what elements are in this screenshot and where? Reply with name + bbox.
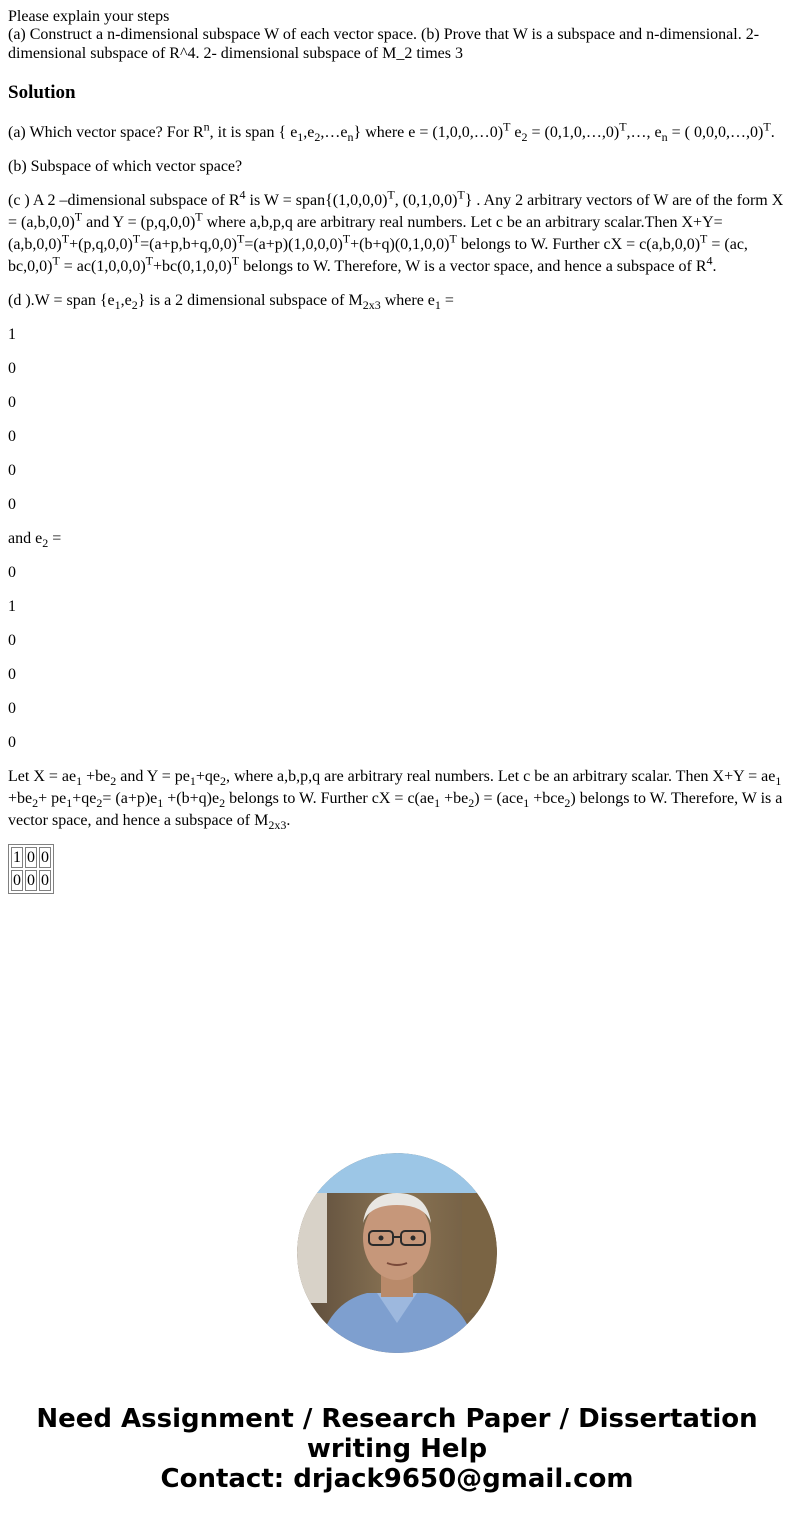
matrix-row (11, 847, 51, 868)
contact-email: Contact: drjack9650@gmail.com (160, 1464, 634, 1494)
e2-entry: 0 (8, 564, 16, 582)
matrix-cell: 0 (27, 849, 35, 867)
e1-entry: 0 (8, 496, 16, 514)
e2-entry: 0 (8, 666, 16, 684)
e2-entry: 0 (8, 734, 16, 752)
promo-line-2: writing Help (306, 1434, 488, 1464)
promo-line-1: Need Assignment / Research Paper / Dissertation (36, 1404, 758, 1434)
matrix-cell: 0 (27, 872, 35, 890)
author-portrait-icon (297, 1153, 497, 1353)
and-e2-label: and $e_2$ = (8, 530, 62, 551)
matrix-row (11, 870, 51, 891)
matrix-cell: 1 (13, 849, 21, 867)
matrix-table (8, 844, 54, 894)
solution-part-a: (a) Which vector space? For $R^n$, it is span { $e_1,e_2,\dots e_n$} where e = (1,0,0,…0)$^T$ $e_2$ = (0,1,0,…,0)$^T$,…, $e_n$ = ( 0,0,0,…,0)$^T$. (8, 119, 775, 145)
question-block (8, 8, 788, 63)
question-instruction: Please explain your steps (8, 8, 170, 25)
e2-entry: 0 (8, 700, 16, 718)
solution-heading: Solution (8, 82, 76, 104)
e1-entry: 0 (8, 462, 16, 480)
solution-part-d-proof: Let $X = ae_1 +be_2$ and $Y = pe_1+qe_2$, where a,b,p,q are arbitrary real numbers. Let c be an arbitrary scalar. Then $X+Y = ae_1 +be_2+ pe_1+qe_2= (a+p)e_1 +(b+q)e_2$ belongs to W. Further cX = $c(ae_1 +be_2) = (ace_1 +bce_2)$ belongs to W. Therefore, W is a vector space, and hence a subspace of $M_{2x3}$. (8, 768, 783, 833)
promo-footer (0, 1404, 794, 1494)
e1-entry: 0 (8, 428, 16, 446)
solution-part-d: (d ).W = span $\{e_1,e_2\}$ is a 2 dimensional subspace of $M_{2x3}$ where $e_1$ = (8, 292, 454, 313)
solution-part-c: (c ) A 2 –dimensional subspace of $R^4$ is $W = span\{(1,0,0,0)^T$, $(0,1,0,0)^T$} . Any 2 arbitrary vectors of W are of the form $X = (a,b,0,0)^T$ and $Y = (p,q,0,0)^T$ where a,b,p,q are arbitrary real numbers. Let c be an arbitrary scalar.Then $X+Y= (a,b,0,0)^T+(p,q,0,0)^T=(a+p,b+q,0,0)^T=(a+p)(1,0,0,0)^T+(b+q)(0,1,0,0)^T$ belongs to W. Further cX = $c(a,b,0,0)^T = (ac$, $bc,0,0)^T = ac(1,0,0,0)^T+bc(0,1,0,0)^T$ belongs to W. Therefore, W is a vector space, and hence a subspace of $R^4$. (8, 187, 784, 276)
e1-entry: 1 (8, 326, 16, 344)
document-body (8, 8, 788, 894)
e2-entry: 0 (8, 632, 16, 650)
matrix-cell: 0 (41, 849, 49, 867)
question-text: (a) Construct a n-dimensional subspace W of each vector space. (b) Prove that W is a subspace and n-dimensional. 2-dimensional subspace of R^4. 2- dimensional subspace of M_2 times 3 (8, 26, 760, 62)
e2-entry: 1 (8, 598, 16, 616)
matrix-cell: 0 (13, 872, 21, 890)
solution-part-b: (b) Subspace of which vector space? (8, 158, 243, 176)
e1-entry: 0 (8, 394, 16, 412)
matrix-cell: 0 (41, 872, 49, 890)
author-avatar (297, 1153, 497, 1353)
e1-entry: 0 (8, 360, 16, 378)
